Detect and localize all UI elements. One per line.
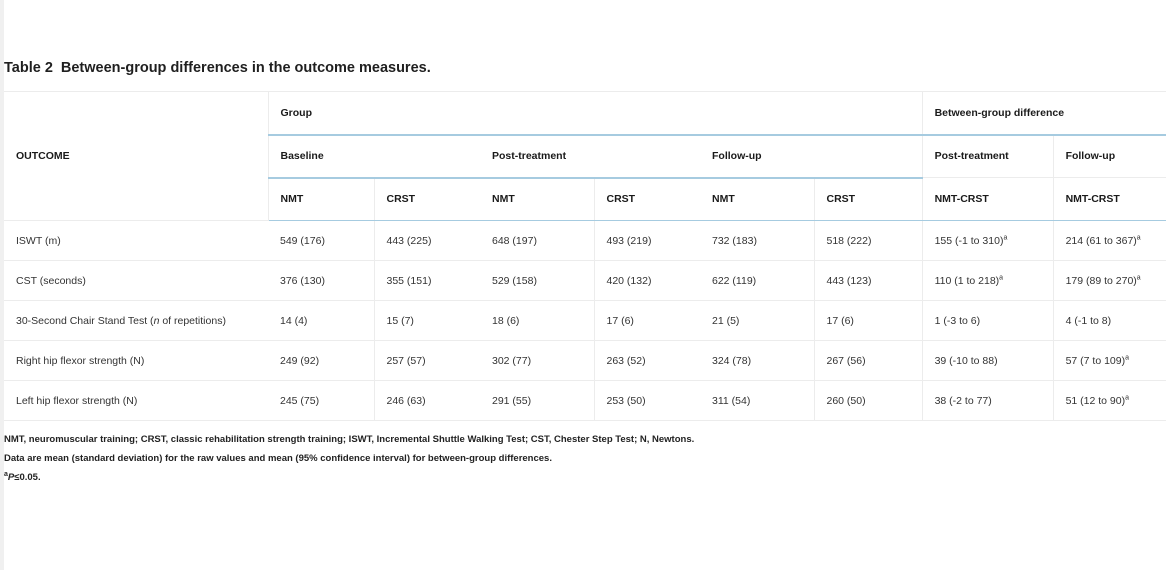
- header-row-group: [4, 92, 1166, 135]
- baseline-nmt-cell: 14 (4): [268, 301, 374, 341]
- outcome-cell: CST (seconds): [4, 261, 268, 301]
- table-label: Table 2: [4, 60, 53, 76]
- table-row: [4, 341, 1166, 381]
- outcome-header: OUTCOME: [4, 92, 268, 221]
- diff-post-nmt-crst-header: NMT-CRST: [922, 178, 1053, 221]
- outcome-table: [4, 91, 1166, 421]
- post-crst-header: CRST: [594, 178, 700, 221]
- follow-crst-cell: 260 (50): [814, 381, 922, 421]
- post-crst-cell: 263 (52): [594, 341, 700, 381]
- between-follow-up-header: Follow-up: [1053, 135, 1166, 178]
- diff-follow-cell: 179 (89 to 270)$^a$: [1053, 261, 1166, 301]
- follow-crst-header: CRST: [814, 178, 922, 221]
- follow-nmt-header: NMT: [700, 178, 814, 221]
- footnote-abbreviations: NMT, neuromuscular training; CRST, classic rehabilitation strength training; ISWT, Incremental Shuttle Walking Test; CST, Chester Step Test; N, Newtons.: [4, 434, 695, 445]
- baseline-nmt-cell: 549 (176): [268, 221, 374, 261]
- post-crst-cell: 493 (219): [594, 221, 700, 261]
- post-nmt-header: NMT: [480, 178, 594, 221]
- post-crst-cell: 420 (132): [594, 261, 700, 301]
- post-treatment-header: Post-treatment: [480, 135, 700, 178]
- diff-follow-cell: 57 (7 to 109)$^a$: [1053, 341, 1166, 381]
- between-group-header: Between-group difference: [922, 92, 1166, 135]
- follow-nmt-cell: 732 (183): [700, 221, 814, 261]
- post-nmt-cell: 648 (197): [480, 221, 594, 261]
- follow-up-header: Follow-up: [700, 135, 922, 178]
- diff-post-cell: 39 (-10 to 88): [922, 341, 1053, 381]
- follow-crst-cell: 518 (222): [814, 221, 922, 261]
- between-post-treatment-header: Post-treatment: [922, 135, 1053, 178]
- baseline-nmt-cell: 376 (130): [268, 261, 374, 301]
- post-crst-cell: 17 (6): [594, 301, 700, 341]
- table-row: [4, 221, 1166, 261]
- table-row: [4, 381, 1166, 421]
- baseline-crst-header: CRST: [374, 178, 480, 221]
- table-caption: [4, 60, 431, 76]
- table-footnotes: [4, 430, 694, 487]
- baseline-crst-cell: 15 (7): [374, 301, 480, 341]
- table-row: [4, 301, 1166, 341]
- follow-nmt-cell: 311 (54): [700, 381, 814, 421]
- baseline-crst-cell: 355 (151): [374, 261, 480, 301]
- outcome-cell: Left hip flexor strength (N): [4, 381, 268, 421]
- outcome-cell: ISWT (m): [4, 221, 268, 261]
- diff-post-cell: 38 (-2 to 77): [922, 381, 1053, 421]
- baseline-nmt-cell: 245 (75): [268, 381, 374, 421]
- outcome-cell: 30-Second Chair Stand Test (n of repetitions): [4, 301, 268, 341]
- post-nmt-cell: 302 (77): [480, 341, 594, 381]
- group-header: Group: [268, 92, 922, 135]
- follow-crst-cell: 267 (56): [814, 341, 922, 381]
- post-nmt-cell: 291 (55): [480, 381, 594, 421]
- outcome-cell: Right hip flexor strength (N): [4, 341, 268, 381]
- diff-follow-cell: 4 (-1 to 8): [1053, 301, 1166, 341]
- table-title: Between-group differences in the outcome measures.: [60, 60, 431, 76]
- baseline-crst-cell: 246 (63): [374, 381, 480, 421]
- baseline-nmt-header: NMT: [268, 178, 374, 221]
- post-nmt-cell: 529 (158): [480, 261, 594, 301]
- follow-nmt-cell: 21 (5): [700, 301, 814, 341]
- follow-crst-cell: 17 (6): [814, 301, 922, 341]
- diff-post-cell: 1 (-3 to 6): [922, 301, 1053, 341]
- table-row: [4, 261, 1166, 301]
- post-crst-cell: 253 (50): [594, 381, 700, 421]
- diff-post-cell: 110 (1 to 218)$^a$: [922, 261, 1053, 301]
- baseline-nmt-cell: 249 (92): [268, 341, 374, 381]
- baseline-crst-cell: 257 (57): [374, 341, 480, 381]
- footnote-significance: $^a$P≤0.05.: [4, 470, 41, 483]
- footnote-data-note: Data are mean (standard deviation) for the raw values and mean (95% confidence interval) for between-group differences.: [4, 453, 552, 464]
- follow-nmt-cell: 324 (78): [700, 341, 814, 381]
- diff-follow-cell: 214 (61 to 367)$^a$: [1053, 221, 1166, 261]
- diff-follow-nmt-crst-header: NMT-CRST: [1053, 178, 1166, 221]
- follow-crst-cell: 443 (123): [814, 261, 922, 301]
- baseline-crst-cell: 443 (225): [374, 221, 480, 261]
- post-nmt-cell: 18 (6): [480, 301, 594, 341]
- diff-follow-cell: 51 (12 to 90)$^a$: [1053, 381, 1166, 421]
- follow-nmt-cell: 622 (119): [700, 261, 814, 301]
- baseline-header: Baseline: [268, 135, 480, 178]
- diff-post-cell: 155 (-1 to 310)$^a$: [922, 221, 1053, 261]
